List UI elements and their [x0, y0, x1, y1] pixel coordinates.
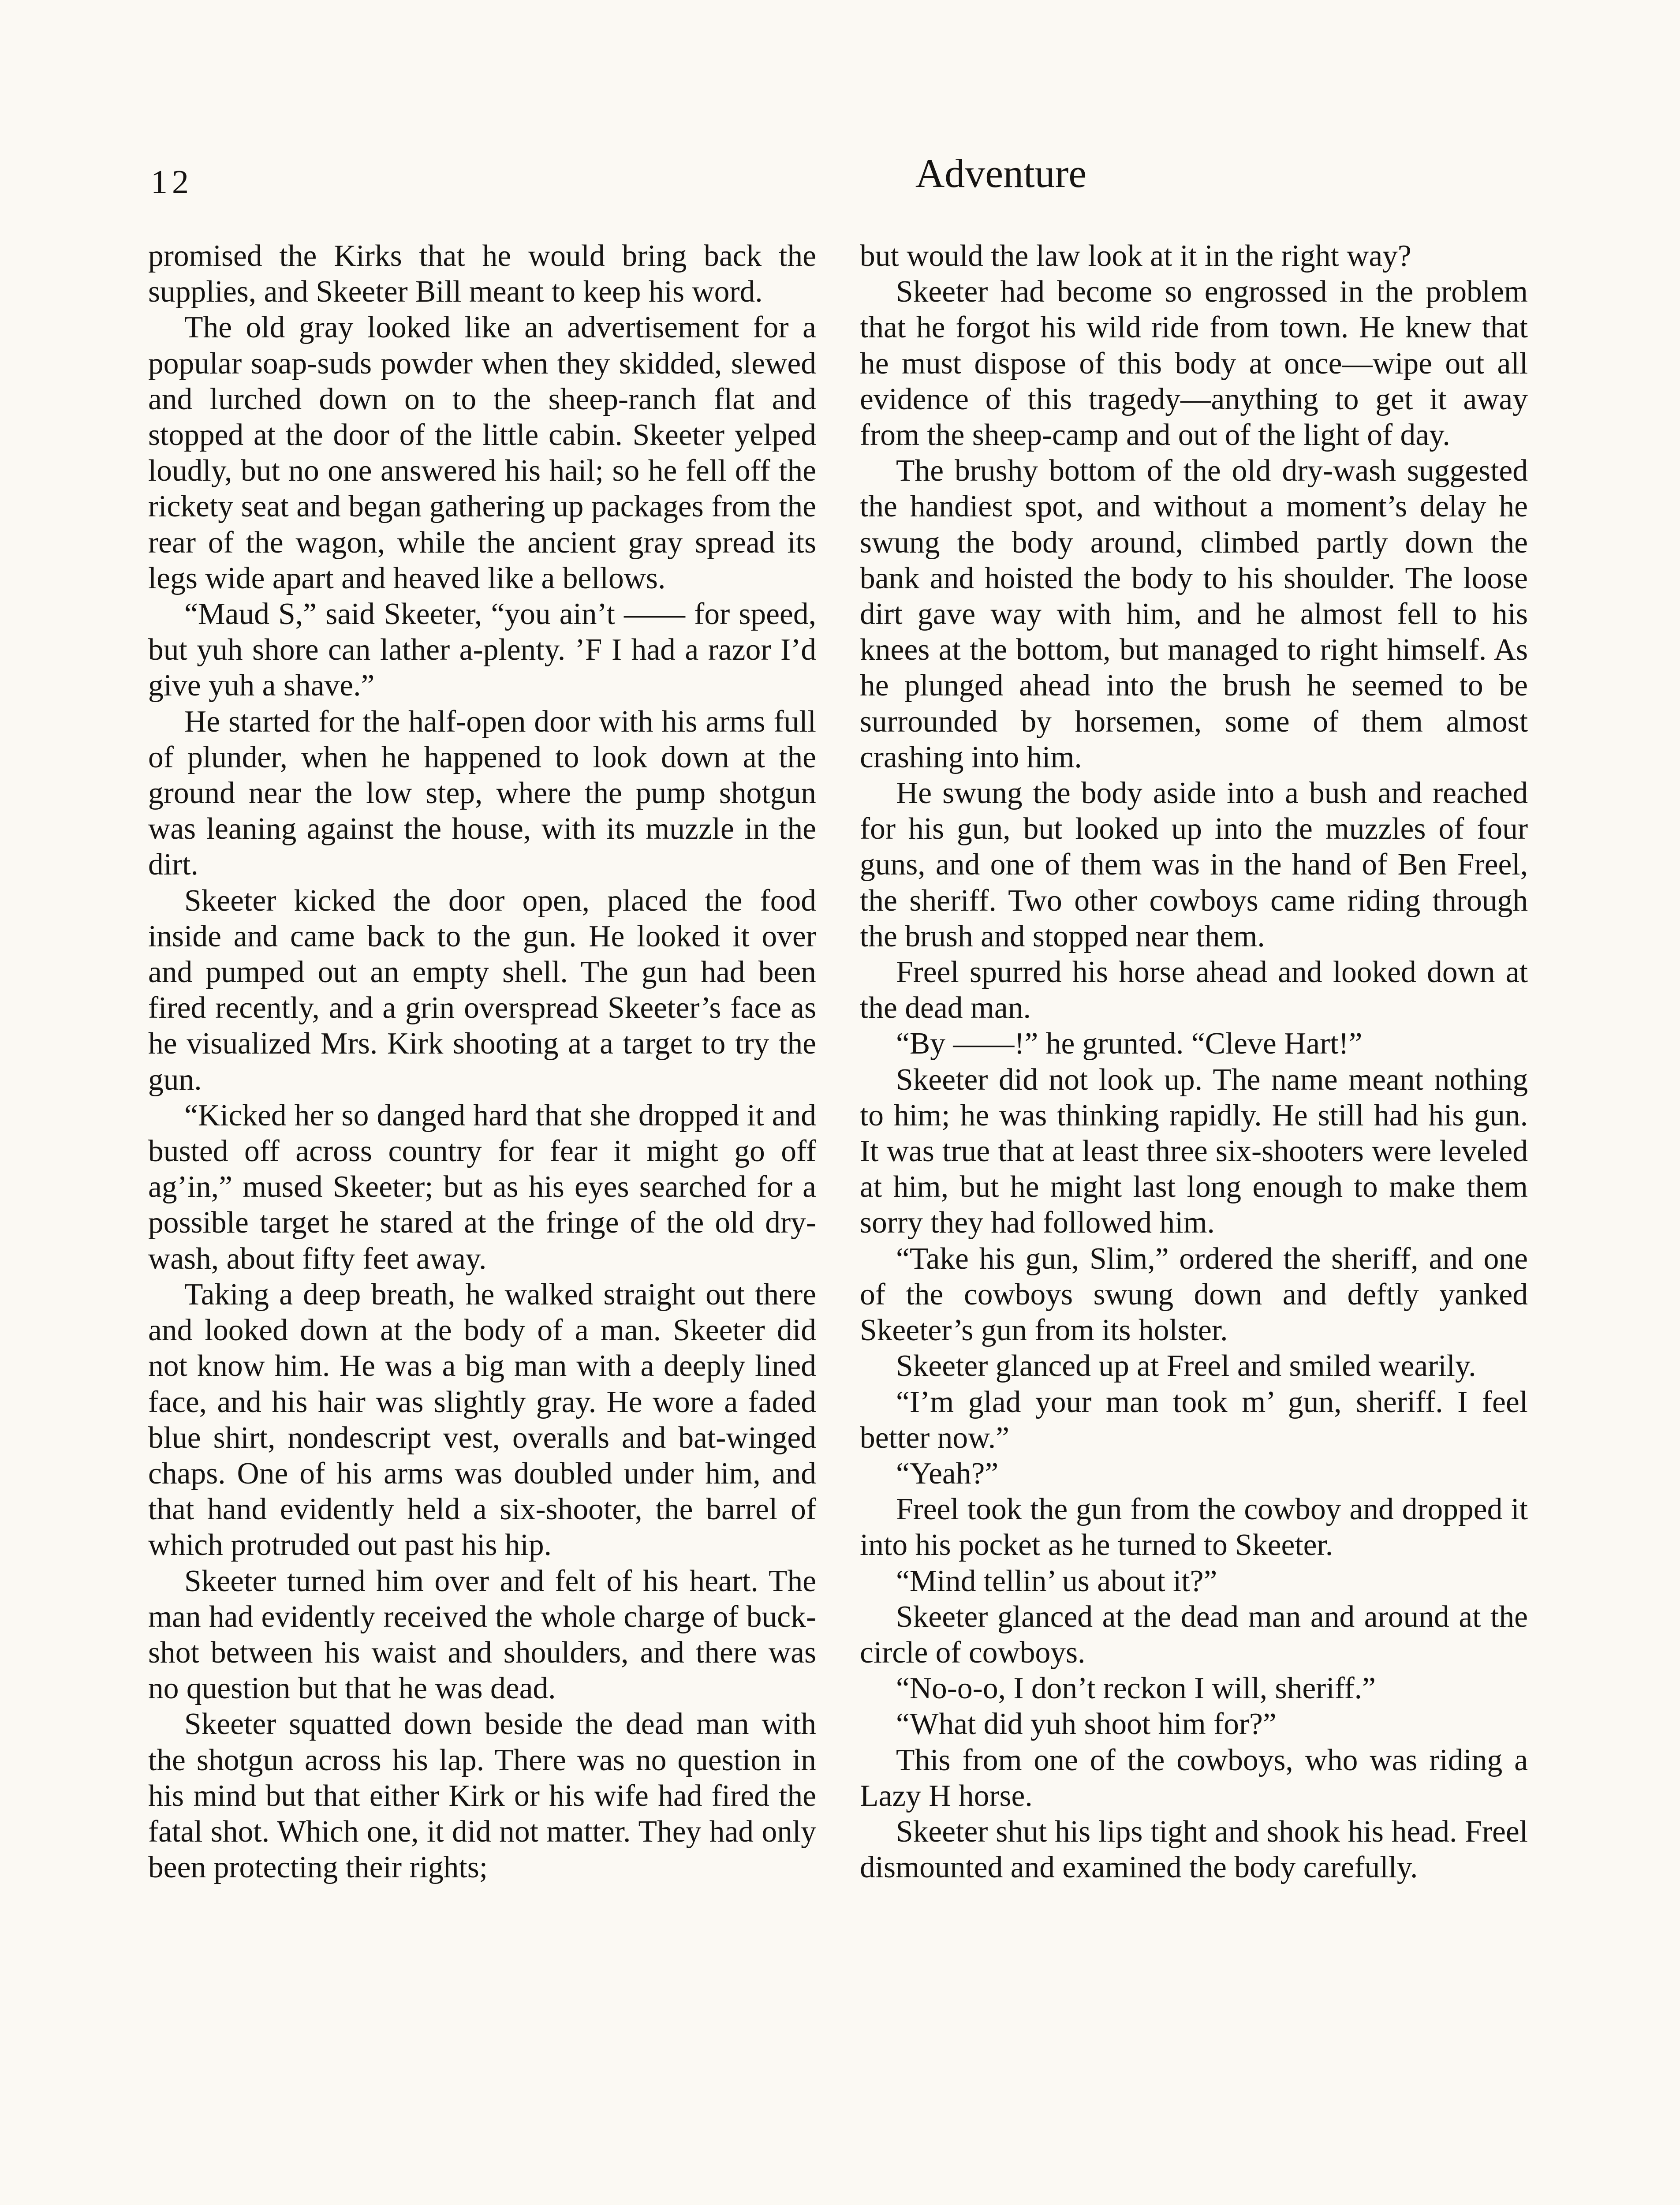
- paragraph: “By ——!” he grunted. “Cleve Hart!”: [896, 1027, 1363, 1061]
- paragraph: Skeeter had become so engrossed in the problem that he forgot his wild ride from town. He knew that he must dispose of this body at once—wipe out all evidence of this tragedy—anything to get it away from the sheep-camp and out of the light of day.: [860, 275, 1528, 452]
- paragraph: This from one of the cowboys, who was riding a Lazy H horse.: [860, 1743, 1528, 1813]
- paragraph: Skeeter did not look up. The name meant nothing to him; he was thinking rapidly. He still had his gun. It was true that at least three six-shooters were leveled at him, but he might last long enough to make them sorry they had followed him.: [860, 1062, 1528, 1240]
- paragraph: He started for the half-open door with his arms full of plunder, when he happened to look down at the ground near the low step, where the pump shotgun was leaning against the house, with its muzzle in the dirt.: [148, 704, 816, 882]
- right-column: [860, 238, 1528, 2205]
- paragraph: The brushy bottom of the old dry-wash suggested the handiest spot, and without a moment’s delay he swung the body around, climbed partly down the bank and hoisted the body to his shoulder. The loose dirt gave way with him, and he almost fell to his knees at the bottom, but managed to right himself. As he plunged ahead into the brush he seemed to be surrounded by horsemen, some of them almost crashing into him.: [860, 454, 1528, 774]
- paragraph: He swung the body aside into a bush and reached for his gun, but looked up into the muzzles of four guns, and one of them was in the hand of Ben Freel, the sheriff. Two other cowboys came riding through the brush and stopped near them.: [860, 776, 1528, 953]
- paragraph: Skeeter squatted down beside the dead man with the shotgun across his lap. There was no question in his mind but that either Kirk or his wife had fired the fatal shot. Which one, it did not matter. They had only been protecting their rights;: [148, 1707, 816, 1885]
- paragraph: “Take his gun, Slim,” ordered the sheriff, and one of the cowboys swung down and deftly yanked Skeeter’s gun from its holster.: [860, 1241, 1528, 1348]
- running-title: Adventure: [915, 151, 1087, 196]
- paragraph: Skeeter shut his lips tight and shook his head. Freel dismounted and examined the body carefully.: [860, 1814, 1528, 1885]
- paragraph: but would the law look at it in the right way?: [860, 239, 1411, 273]
- paragraph: “Maud S,” said Skeeter, “you ain’t —— for speed, but yuh shore can lather a-plenty. ’F I had a razor I’d give yuh a shave.”: [148, 597, 816, 703]
- paragraph: Skeeter kicked the door open, placed the food inside and came back to the gun. He looked it over and pumped out an empty shell. The gun had been fired recently, and a grin overspread Skeeter’s face as he visualized Mrs. Kirk shooting at a target to try the gun.: [148, 883, 816, 1097]
- page-header: [146, 150, 1087, 225]
- paragraph: Skeeter glanced at the dead man and around at the circle of cowboys.: [860, 1600, 1528, 1670]
- paragraph: “What did yuh shoot him for?”: [896, 1707, 1277, 1742]
- paragraph: Freel took the gun from the cowboy and dropped it into his pocket as he turned to Skeeter.: [860, 1492, 1528, 1562]
- paragraph: Taking a deep breath, he walked straight out there and looked down at the body of a man. Skeeter did not know him. He was a big man with a deeply lined face, and his hair was slightly gray. He wore a faded blue shirt, nondescript vest, overalls and bat-winged chaps. One of his arms was doubled under him, and that hand evidently held a six-shooter, the barrel of which protruded out past his hip.: [148, 1277, 816, 1562]
- paragraph: “Yeah?”: [896, 1456, 999, 1491]
- paragraph: “Kicked her so danged hard that she dropped it and busted off across country for fear it might go off ag’in,” mused Skeeter; but as his eyes searched for a possible target he stared at the fringe of the old dry-wash, about fifty feet away.: [148, 1098, 816, 1276]
- paragraph: Skeeter turned him over and felt of his heart. The man had evidently received the whole charge of buck-shot between his waist and shoulders, and there was no question but that he was dead.: [148, 1564, 816, 1706]
- paragraph: The old gray looked like an advertisement for a popular soap-suds powder when they skidded, slewed and lurched down on to the sheep-ranch flat and stopped at the door of the little cabin. Skeeter yelped loudly, but no one answered his hail; so he fell off the rickety seat and began gathering up packages from the rear of the wagon, while the ancient gray spread its legs wide apart and heaved like a bellows.: [148, 310, 816, 595]
- left-column: [148, 238, 816, 2205]
- paragraph: Freel spurred his horse ahead and looked down at the dead man.: [860, 955, 1528, 1025]
- page-number: 12: [151, 164, 193, 201]
- paragraph: “No-o-o, I don’t reckon I will, sheriff.”: [896, 1671, 1376, 1706]
- paragraph: “Mind tellin’ us about it?”: [896, 1564, 1217, 1598]
- paragraph: Skeeter glanced up at Freel and smiled wearily.: [896, 1349, 1476, 1383]
- paragraph: promised the Kirks that he would bring back the supplies, and Skeeter Bill meant to keep his word.: [148, 239, 816, 309]
- paragraph: “I’m glad your man took m’ gun, sheriff. I feel better now.”: [860, 1385, 1528, 1455]
